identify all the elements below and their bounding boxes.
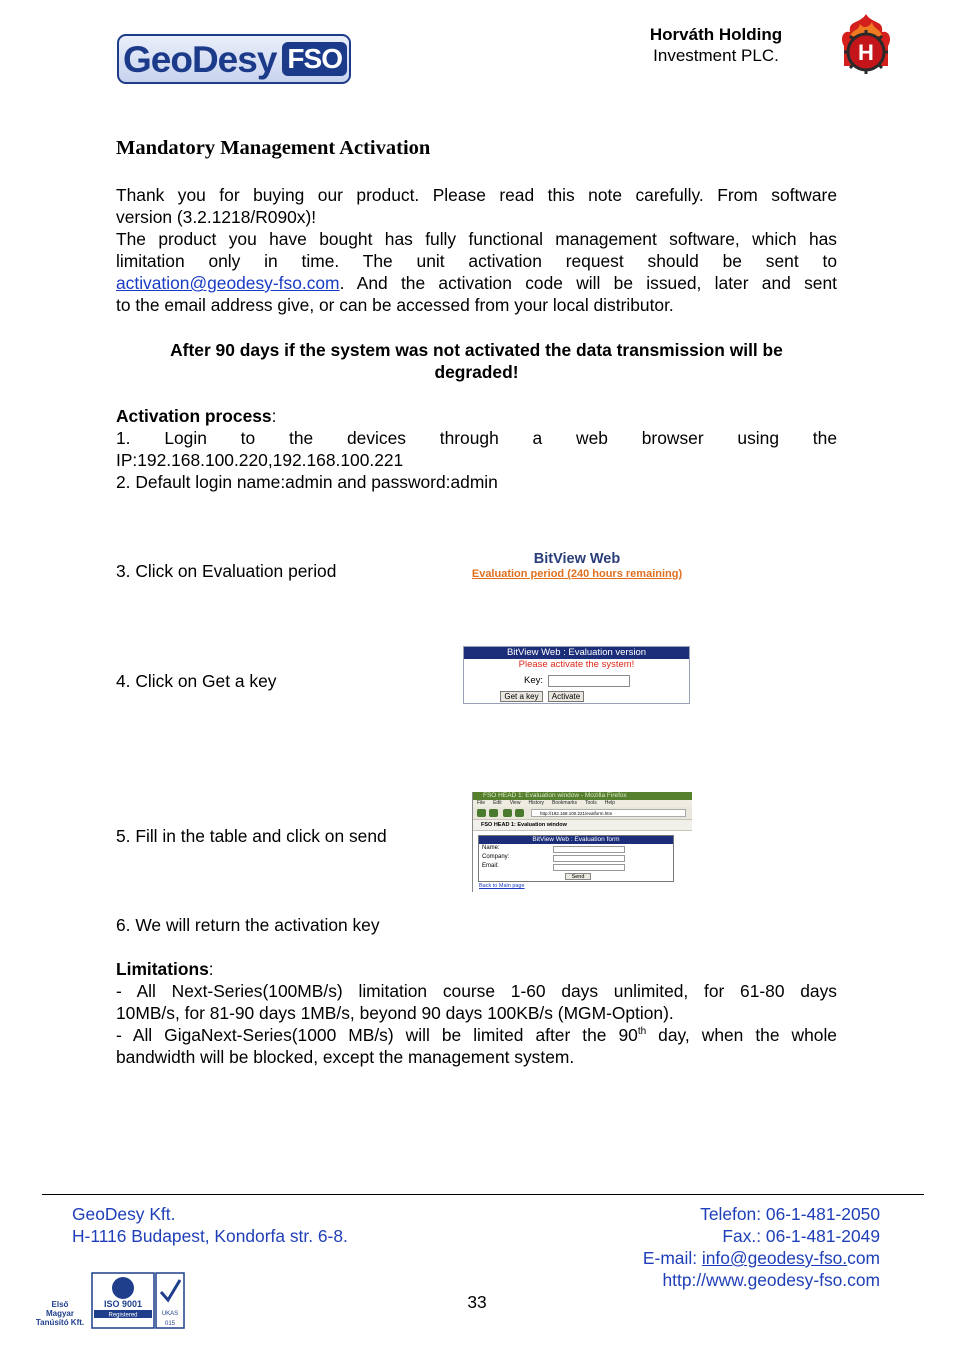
cert-ukas: UKAS bbox=[161, 1311, 179, 1317]
footer-email-link[interactable]: info@geodesy-fso. bbox=[701, 1248, 848, 1268]
footer-email-label: E-mail: bbox=[642, 1248, 702, 1268]
step-4: 4. Click on Get a key bbox=[116, 671, 277, 691]
step-3: 3. Click on Evaluation period bbox=[116, 561, 337, 581]
limitations-heading-label: Limitations bbox=[116, 959, 209, 979]
eval-form bbox=[478, 835, 674, 882]
eval-period-screenshot bbox=[455, 551, 699, 581]
limitation-1-line-1: - All Next-Series(100MB/s) limitation course 1-60 days unlimited, for 61-80 days bbox=[116, 981, 837, 1001]
name-label: Name: bbox=[482, 845, 500, 851]
footer-email-tail: com bbox=[847, 1248, 880, 1268]
footer-website[interactable]: http://www.geodesy-fso.com bbox=[662, 1270, 880, 1290]
url-bar[interactable]: http://192.168.100.221/evalform.htm bbox=[531, 809, 686, 817]
limitation-2-text-a: - All GigaNext-Series(1000 MB/s) will be limited after the 90 bbox=[116, 1025, 638, 1045]
geodesy-fso-logo bbox=[117, 34, 351, 84]
send-button[interactable]: Send bbox=[565, 873, 591, 880]
step-6: 6. We will return the activation key bbox=[116, 915, 380, 935]
intro-line-3: The product you have bought has fully functional management software, which has bbox=[116, 229, 837, 249]
reload-icon[interactable] bbox=[503, 809, 512, 817]
footer-address bbox=[72, 1203, 348, 1247]
limitation-1-line-2: 10MB/s, for 81-90 days 1MB/s, beyond 90 days 100KB/s (MGM-Option). bbox=[116, 1003, 674, 1023]
footer-phone: Telefon: 06-1-481-2050 bbox=[700, 1204, 880, 1224]
horvath-emblem-icon bbox=[836, 10, 896, 80]
forward-icon[interactable] bbox=[489, 809, 498, 817]
activation-heading-colon: : bbox=[271, 406, 277, 426]
intro-line-5 bbox=[116, 272, 837, 294]
activation-email-link[interactable]: activation@geodesy-fso.com bbox=[116, 273, 340, 293]
company-header bbox=[630, 24, 802, 66]
menu-history[interactable]: History bbox=[528, 800, 544, 806]
get-key-screenshot bbox=[463, 646, 690, 704]
get-key-button[interactable]: Get a key bbox=[500, 691, 543, 702]
activation-heading-label: Activation process bbox=[116, 406, 272, 426]
logo-badge: FSO bbox=[282, 42, 347, 77]
footer-contacts bbox=[643, 1203, 880, 1291]
email-field[interactable] bbox=[553, 864, 625, 871]
home-icon[interactable] bbox=[515, 809, 524, 817]
footer-email bbox=[643, 1247, 880, 1269]
company-subtitle: Investment PLC. bbox=[653, 46, 779, 65]
eval-period-link[interactable]: Evaluation period (240 hours remaining) bbox=[471, 568, 683, 580]
limitation-2-line-1 bbox=[116, 1024, 837, 1046]
emblem-letter: H bbox=[858, 40, 874, 65]
back-icon[interactable] bbox=[477, 809, 486, 817]
step-2: 2. Default login name:admin and password:admin bbox=[116, 472, 498, 492]
cert-registered: Registered bbox=[108, 1312, 138, 1319]
intro-line-1: Thank you for buying our product. Please read this note carefully. From software bbox=[116, 185, 837, 205]
cert-iso: ISO 9001 bbox=[103, 1299, 143, 1309]
name-field[interactable] bbox=[553, 846, 625, 853]
company-field[interactable] bbox=[553, 855, 625, 862]
cert-num: 015 bbox=[164, 1321, 176, 1327]
footer-company: GeoDesy Kft. bbox=[72, 1204, 176, 1224]
activate-warning: Please activate the system! bbox=[518, 659, 635, 670]
footer-street: H-1116 Budapest, Kondorfa str. 6-8. bbox=[72, 1226, 348, 1246]
warning-line-1: After 90 days if the system was not activated the data transmission will be bbox=[170, 340, 783, 360]
intro-line-4: limitation only in time. The unit activation request should be sent to bbox=[116, 251, 837, 271]
key-input[interactable] bbox=[548, 675, 630, 687]
warning-line-2: degraded! bbox=[434, 362, 519, 382]
cert-text-1: Első bbox=[51, 1300, 69, 1309]
intro-line-6: to the email address give, or can be accessed from your local distributor. bbox=[116, 295, 674, 315]
menu-help[interactable]: Help bbox=[604, 800, 615, 806]
limitation-2-line-2: bandwidth will be blocked, except the management system. bbox=[116, 1047, 575, 1067]
menu-file[interactable]: File bbox=[477, 800, 486, 806]
bitview-title: BitView Web bbox=[533, 551, 621, 567]
activation-heading bbox=[116, 405, 276, 427]
limitation-2-text-b: day, when the whole bbox=[646, 1025, 837, 1045]
menu-tools[interactable]: Tools bbox=[585, 800, 597, 806]
back-to-main-link[interactable]: Back to Main page bbox=[479, 883, 525, 889]
browser-menu-bar bbox=[473, 800, 692, 807]
menu-view[interactable]: View bbox=[509, 800, 521, 806]
logo-word: GeoDesy bbox=[123, 38, 277, 80]
step-5: 5. Fill in the table and click on send bbox=[116, 826, 387, 846]
step-1-line-2: IP:192.168.100.220,192.168.100.221 bbox=[116, 450, 404, 470]
limitation-2-sup: th bbox=[637, 1026, 647, 1038]
limitations-heading bbox=[116, 958, 214, 980]
footer-fax: Fax.: 06-1-481-2049 bbox=[722, 1226, 880, 1246]
menu-edit[interactable]: Edit bbox=[493, 800, 502, 806]
company-name: Horváth Holding bbox=[649, 25, 783, 44]
company-label: Company: bbox=[482, 854, 510, 860]
footer-divider bbox=[42, 1194, 924, 1195]
eval-version-bar: BitView Web : Evaluation version bbox=[464, 647, 689, 659]
intro-line-2: version (3.2.1218/R090x)! bbox=[116, 207, 317, 227]
cert-text-3: Tanúsító Kft. bbox=[35, 1318, 85, 1327]
page-title: Mandatory Management Activation bbox=[116, 137, 431, 159]
key-label: Key: bbox=[524, 675, 544, 686]
browser-title-bar: FSO HEAD 1: Evaluation window - Mozilla Firefox bbox=[473, 792, 692, 800]
page-number: 33 bbox=[467, 1292, 487, 1312]
eval-form-title: BitView Web : Evaluation form bbox=[479, 836, 673, 844]
eval-form-screenshot bbox=[472, 792, 692, 892]
menu-bookmarks[interactable]: Bookmarks bbox=[552, 800, 578, 806]
cert-text-2: Magyar bbox=[45, 1309, 75, 1318]
limitations-heading-colon: : bbox=[208, 959, 214, 979]
step-1-line-1: 1. Login to the devices through a web browser using the bbox=[116, 428, 837, 448]
browser-tab[interactable]: FSO HEAD 1: Evaluation window bbox=[473, 820, 692, 831]
activate-button[interactable]: Activate bbox=[548, 691, 584, 702]
intro-line-5-text: . And the activation code will be issued, later and sent bbox=[339, 273, 837, 293]
iso-certification-logo bbox=[30, 1270, 190, 1332]
browser-nav-bar bbox=[473, 807, 692, 820]
email-label: Email: bbox=[482, 863, 499, 869]
